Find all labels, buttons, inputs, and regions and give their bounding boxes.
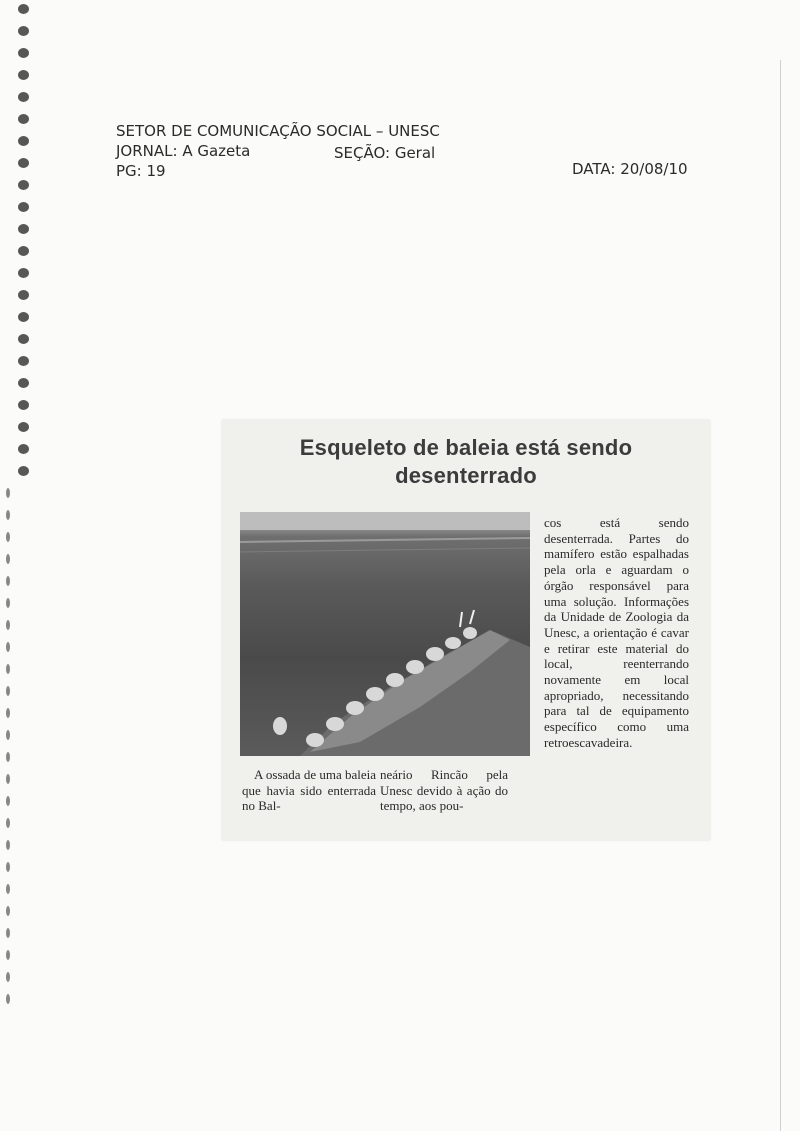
whale-skeleton-photo [240,512,530,756]
page-label: PG: 19 [116,162,166,180]
binding-hole-icon [6,862,10,872]
binding-hole-icon [18,224,29,234]
binding-hole-icon [6,488,10,498]
whale-skeleton-icon [240,512,530,756]
sector-label: SETOR DE COMUNICAÇÃO SOCIAL – UNESC [116,122,440,140]
journal-label: JORNAL: A Gazeta [116,142,251,160]
binding-hole-icon [6,554,10,564]
binding-hole-icon [18,400,29,410]
binding-hole-icon [18,356,29,366]
section-label: SEÇÃO: Geral [334,144,436,162]
binding-hole-icon [18,4,29,14]
article-text-right: cos está sendo desenterrada. Partes do mamífero estão espalhadas pela orla e aguardam o órgão responsável para uma solução. Informações da Unidade de Zoologia da Unesc, a orientação é cavar e retirar este material do local, reenterrando novamente em local apropriado, necessitando para tal de equipamento específico como uma retroescavadeira. [544,515,689,750]
binding-hole-icon [18,48,29,58]
date-label: DATA: 20/08/10 [572,160,688,178]
article-headline [222,434,710,490]
binding-hole-icon [6,642,10,652]
clipping-header [116,122,716,182]
binding-hole-icon [6,774,10,784]
binding-hole-icon [18,92,29,102]
article-column-1 [242,767,376,814]
binding-hole-icon [6,510,10,520]
binding-hole-icon [6,818,10,828]
binding-hole-icon [18,422,29,432]
article-column-right [544,515,689,751]
binding-hole-icon [6,884,10,894]
binding-hole-icon [6,972,10,982]
headline-line-1: Esqueleto de baleia está sendo [299,435,633,460]
article-column-2 [380,767,508,814]
binding-hole-icon [6,532,10,542]
article-text-2: neário Rincão pela Unesc devido à ação do tempo, aos pou- [380,767,508,814]
binding-hole-icon [18,26,29,36]
binding-hole-icon [6,928,10,938]
article-text-1: A ossada de uma baleia que havia sido enterrada no Bal- [242,767,377,814]
binding-hole-icon [6,730,10,740]
binding-hole-icon [6,598,10,608]
binding-hole-icon [6,796,10,806]
binding-hole-icon [6,664,10,674]
binding-hole-icon [6,840,10,850]
headline-line-2: desenterrado [395,463,537,488]
binding-hole-icon [18,246,29,256]
binding-hole-icon [18,290,29,300]
binding-hole-icon [6,906,10,916]
binding-hole-icon [18,202,29,212]
binding-hole-icon [18,136,29,146]
binding-hole-icon [18,114,29,124]
binding-hole-icon [6,576,10,586]
binding-holes [0,0,30,1131]
binding-hole-icon [18,378,29,388]
binding-hole-icon [18,334,29,344]
binding-hole-icon [18,268,29,278]
binding-hole-icon [6,752,10,762]
binding-hole-icon [6,994,10,1004]
binding-hole-icon [18,158,29,168]
binding-hole-icon [18,444,29,454]
binding-hole-icon [6,708,10,718]
paper-edge-line [780,60,781,1131]
binding-hole-icon [18,180,29,190]
binding-hole-icon [18,312,29,322]
binding-hole-icon [18,70,29,80]
binding-hole-icon [18,466,29,476]
binding-hole-icon [6,620,10,630]
newspaper-clipping [222,420,710,840]
binding-hole-icon [6,950,10,960]
binding-hole-icon [6,686,10,696]
